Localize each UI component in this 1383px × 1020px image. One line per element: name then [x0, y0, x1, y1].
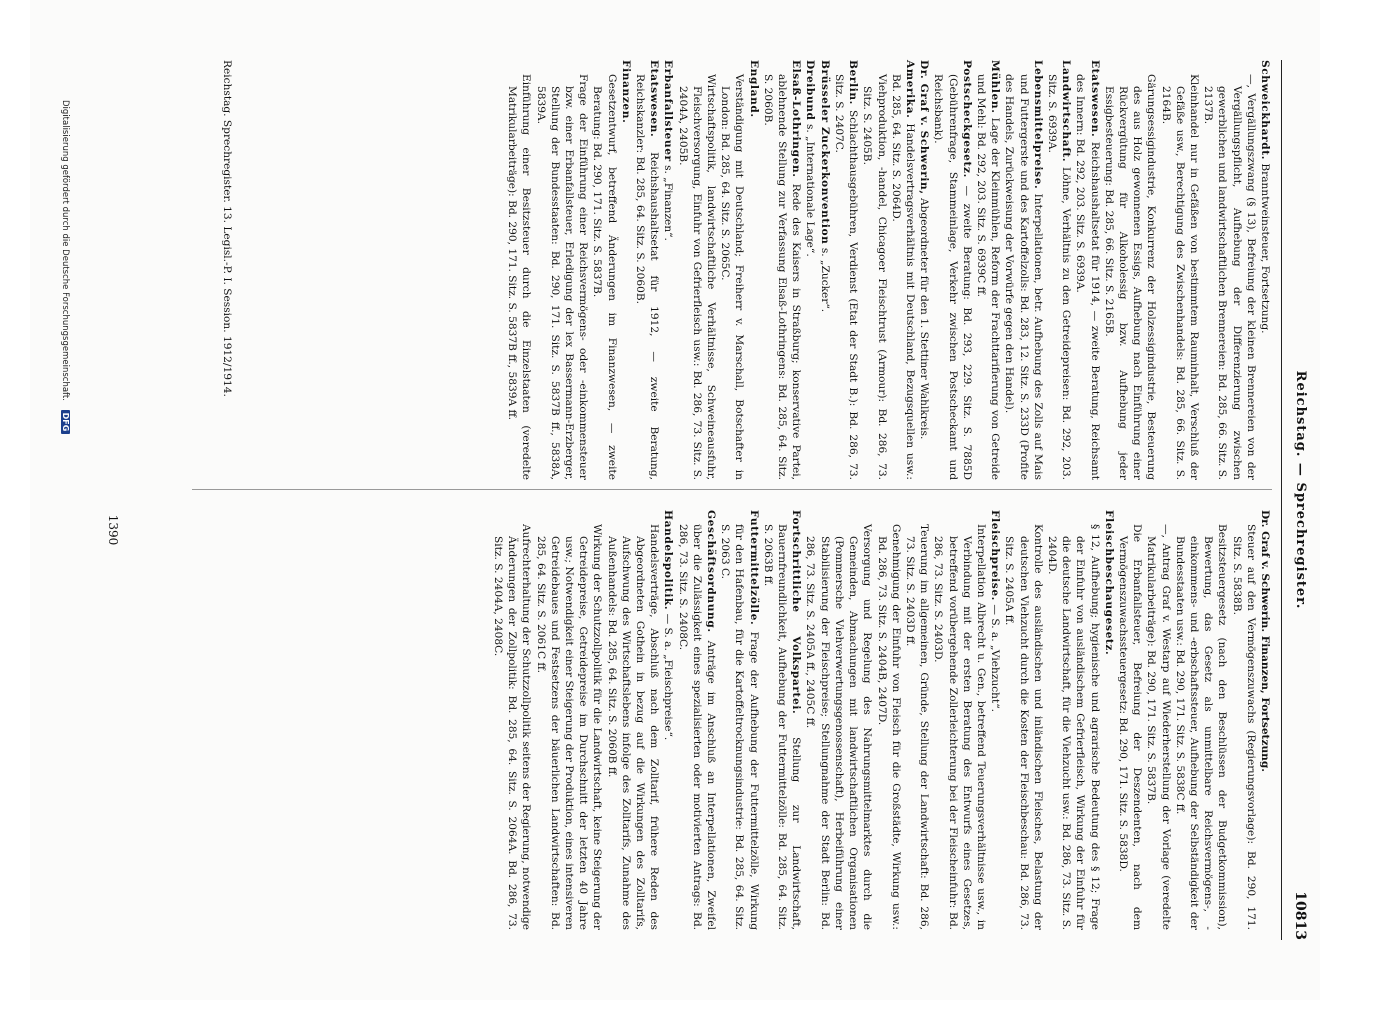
entry-text: Kleinhandel nur in Gefäßen von bestimmtem Rauminhalt, Verschluß der Gefäße usw., Berechtigung des Zwischenhandels: Bd. 285, 66. Sitz. S. 2164B. [1159, 74, 1200, 480]
register-entry [533, 510, 604, 930]
entry-keyword: Berlin. [847, 60, 860, 105]
digitization-credit [56, 100, 70, 1020]
page-header [1284, 60, 1310, 940]
register-entry [1229, 510, 1257, 930]
register-entry [803, 60, 817, 480]
entry-keyword: Dreibund [804, 60, 817, 121]
entry-text: Branntweinsteuer, Fortsetzung. [1259, 163, 1271, 334]
entry-text: Gesetzentwurf, betreffend Änderungen im Finanzwesen, — zweite Beratung: Bd. 290, 171. Sitz. S. 5837B. [591, 74, 618, 480]
entry-text: Anträge im Anschluß an Interpellationen, Zweifel über die Zulässigkeit eines spezialisierten oder motivierten Antrags: Bd. 286, 73. Sitz. S. 2408C. [676, 524, 718, 930]
register-entry [903, 510, 931, 930]
entry-keyword: Landwirtschaft. [1060, 60, 1073, 163]
register-entry [675, 60, 718, 480]
entry-keyword: Schweickhardt. [1259, 60, 1271, 161]
entry-text: Interpellationen, betr. Aufhebung des Zolls auf Mais und Futtergerste und des Kartoffelzolls: Bd. 283, 12. Sitz. S. 233D (Profite des Handels, Zurückweisung der Vorwürfe gegen den Handel). [1003, 74, 1044, 480]
entry-keyword: England. [747, 60, 760, 118]
entry-keyword: Geschäftsordnung. [705, 510, 718, 633]
entry-keyword: Handelspolitik. [662, 510, 675, 611]
bottom-page-number: 1390 [106, 514, 120, 546]
entry-text: Löhne, Verhältnis zu den Getreidepreisen: Bd. 292, 203. Sitz. S. 6939A. [1045, 74, 1073, 480]
entry-text: Reichshaushaltsetat für 1912, — zweite Beratung, Reichskanzler: Bd. 285, 64. Sitz. S. 2060B. [634, 74, 661, 480]
register-entry [889, 60, 917, 480]
register-entry [761, 510, 804, 930]
entry-text: —, Antrag Graf v. Westarp auf Wiederherstellung der Vorlage (veredelte Matrikularbeiträge): Bd. 290, 171. Sitz. S. 5837B. [1145, 524, 1172, 930]
register-entry [661, 60, 675, 480]
entry-text: Wirtschaftspolitik, landwirtschaftliche Verhältnisse, Schweineausfuhr, Fleischversorgung, Einfuhr von Gefrierfleisch usw.: Bd. 286, 73. Sitz. S. 2404A, 2405B. [676, 74, 718, 480]
left-footer: Reichstag. Sprechregister. 13. Legisl.-P. I. Session. 1912/1914. [221, 60, 233, 397]
register-entry [1102, 60, 1159, 480]
entry-text: § 12, Aufhebung; hygienische und agrarische Bedeutung des § 12; Frage der Einfuhr von ausländischem Gefrierfleisch, Wirkung der Einfuhr für die deutsche Landwirtschaft, für die Viehzucht usw.: Bd. 286, 73. Sitz. S. 2404D. [1045, 524, 1101, 930]
entry-text: Handelsverträge, Abschluß nach dem Zolltarif, frühere Reden des Abgeordneten Gothein in bezug auf die Wirkungen des Zolltarifs, Aufschwung des Wirtschaftslebens infolge des Zolltarifs, Zunahme des Außenhandels: Bd. 285, 64. Sitz. S. 2060B ff. [605, 524, 661, 930]
register-entry [1201, 60, 1258, 480]
entry-text: Lage der Kleinmühlen, Reform der Frachttarifierung von Getreide und Mehl: Bd. 292, 203. Sitz. S. 6939C ff. [974, 74, 1002, 480]
register-entry [1102, 510, 1116, 930]
entry-text: — S. a. „Viehzucht“. [989, 604, 1002, 713]
entry-keyword: Fortschrittliche Volkspartei. [790, 510, 803, 715]
right-column-header: Dr. Graf v. Schwerin. Finanzen, Fortsetzung. [1259, 510, 1271, 772]
entry-text: Einführung einer Besitzsteuer durch die Einzelstaaten (veredelte Matrikularbeiträge): Bd. 290, 171. Sitz. S. 5837B ff., 5839A ff. [506, 74, 533, 480]
running-title: Reichstag. — Sprechregister. [1293, 370, 1308, 610]
entry-text: Stellung zur Landwirtschaft, Bauernfreundlichkeit, Aufhebung der Futtermittelzölle: Bd. 285, 64. Sitz. S. 2063B ff. [761, 524, 803, 930]
register-entry [860, 60, 888, 480]
entry-keyword: Erbanfallsteuer [662, 60, 675, 162]
register-entry [832, 60, 860, 480]
register-entry [619, 60, 633, 480]
register-entry [1045, 60, 1073, 480]
register-entry [675, 510, 718, 930]
entry-text: Reichshaushaltsetat für 1914, — zweite Beratung, Reichsamt des Innern: Bd. 292, 203. Sitz. S. 6939A. [1074, 74, 1101, 480]
register-entry [1045, 510, 1102, 930]
register-entry [803, 510, 874, 930]
entry-keyword: Finanzen. [619, 60, 632, 124]
entry-text: Steuer auf den Vermögenszuwachs (Regierungsvorlage): Bd. 290, 171. Sitz. S. 5838B. [1230, 524, 1257, 930]
register-entry [1144, 510, 1172, 930]
entry-text: —, Vergällungszwang (§ 13), Befreiung der kleinen Brennereien von der Vergällungspflicht, Aufhebung der Differenzierung zwischen gewerblichen und landwirtschaftlichen Brennereien: Bd. 285, 66. Sitz. S. 2137B. [1202, 74, 1257, 480]
entry-text: s. „Finanzen“. [662, 165, 675, 241]
entry-text: — zweite Beratung: Bd. 293, 229. Sitz. S. 7885D (Gebührenfrage, Stammeinlage, Verkehr zwischen Postscheckamt und Reichsbank). [932, 74, 973, 480]
register-entry [917, 60, 931, 480]
register-entry [1173, 510, 1230, 930]
column-divider [192, 489, 1272, 490]
entry-keyword: Elsaß-Lothringen. [790, 60, 803, 178]
entry-text: Rede des Kaisers in Straßburg; konservative Partei, ablehnende Stellung zur Verfassung Elsaß-Lothringens: Bd. 285, 64. Sitz. S. 2060B. [761, 74, 803, 480]
entry-text: Teuerung im allgemeinen, Gründe, Stellung der Landwirtschaft: Bd. 286, 73. Sitz. S. 2403D ff. [903, 524, 931, 930]
right-column [491, 510, 1272, 930]
register-entry [1002, 60, 1045, 480]
register-entry [988, 510, 1002, 930]
register-entry [818, 60, 832, 480]
entry-keyword: Dr. Graf v. Schwerin, [918, 60, 931, 195]
entry-text: Viehproduktion, -handel, Chicagoer Fleischtrust (Armour): Bd. 286, 73. Sitz. S. 2405B. [861, 74, 888, 480]
page-number: 10813 [1292, 891, 1308, 940]
entry-text: Aufrechterhaltung der Schutzzollpolitik seitens der Regierung, notwendige Änderungen der Zollpolitik: Bd. 285, 64. Sitz. S. 2064A. Bd. 286, 73. Sitz. S. 2404A, 2408C. [492, 524, 533, 930]
register-entry [761, 60, 804, 480]
entry-text: Abgeordneter für den 1. Stettiner Wahlkreis. [918, 198, 931, 440]
entry-keyword: Amerika. [903, 60, 916, 119]
entry-text: Genehmigung der Einfuhr von Fleisch für die Großstädte, Wirkung usw.: Bd. 286, 73. Sitz. S. 2404B, 2407D. [875, 524, 902, 930]
register-entry [931, 60, 974, 480]
entry-keyword: Mühlen. [989, 60, 1002, 114]
entry-text: Wirkung der Schutzzollpolitik für die Landwirtschaft, keine Steigerung der Getreidepreise, Getreidepreise im Durchschnitt der letzten 40 Jahre usw.; Notwendigkeit einer Steigerung der Produktion, eines intensiveren Getreidebaues und Festsetzens der bäuerlichen Landwirtschaften: Bd. 285, 64. Sitz. S. 2061C ff. [534, 524, 604, 930]
entry-text: Die Erbanfallsteuer, Befreiung der Deszendenten, nach dem Vermögenszuwachssteuergesetz: Bd. 290, 171. Sitz. S. 5838D. [1116, 524, 1144, 930]
left-column [505, 60, 1272, 480]
register-entry [874, 510, 902, 930]
entry-text: s. „Internationale Lage“. [804, 123, 817, 257]
register-entry [590, 60, 618, 480]
entry-keyword: Postscheckgesetz. [960, 60, 973, 178]
register-entry [1002, 510, 1045, 930]
register-entry [1258, 60, 1272, 480]
dfg-logo-icon: DFG [61, 410, 70, 435]
entry-text: Verständigung mit Deutschland; Freiherr v. Marschall, Botschafter in London: Bd. 285, 64. Sitz. S. 2065C. [719, 74, 746, 480]
entry-keyword: Fleischpreise. [989, 510, 1002, 601]
header-rule [1281, 60, 1282, 940]
register-entry [505, 60, 533, 480]
register-entry [931, 510, 988, 930]
register-entry [974, 60, 1002, 480]
entry-text: Frage der Aufhebung der Futtermittelzölle, Wirkung für den Hafenbau, für die Kartoffeltrocknungsindustrie: Bd. 285, 64. Sitz. S. 2063 C. [719, 524, 760, 931]
entry-text: Kontrolle des ausländischen und inländischen Fleisches, Belastung der deutschen Viehzucht durch die Kosten der Fleischbeschau: Bd. 286, 73. Sitz. S. 2405A ff. [1003, 524, 1044, 930]
entry-text: s. „Zucker“. [818, 247, 831, 313]
entry-keyword: Lebensmittelpreise. [1031, 60, 1044, 190]
register-entry [1116, 510, 1144, 930]
credit-text: Digitalisierung gefördert durch die Deutsche Forschungsgemeinschaft. [60, 100, 70, 401]
register-entry [604, 510, 661, 930]
register-entry [1073, 60, 1101, 480]
entry-text: Interpellation Albrecht u. Gen., betreffend Teuerungsverhältnisse usw., in Verbindung mit der ersten Beratung des Entwurfs eines Gesetzes, betreffend vorübergehende Zollerleichterung bei der Fleischeinfuhr: Bd. 286, 73. Sitz. S. 2403D. [932, 524, 987, 930]
entry-keyword: Futtermittelzölle. [747, 510, 760, 626]
register-entry [533, 60, 590, 480]
entry-text: Gärungsessigindustrie, Konkurrenz der Holzessigindustrie, Besteuerung des aus Holz gewonnenen Essigs, Aufhebung nach Einführung einer Rückvergütung für Alkoholessig bzw. Aufhebung jeder Essigbesteuerung: Bd. 285, 66. Sitz. S. 2165B. [1102, 74, 1158, 480]
entry-text: Versorgung und Regelung des Nahrungsmittelmarktes durch die Gemeinden, Abmachungen mit landwirtschaftlichen Organisationen (Pommersche Viehverwertungsgenossenschaft), Herbeiführung einer Stabilisierung der Fleischpreise; Stellungnahme der Stadt Berlin: Bd. 286, 73. Sitz. S. 2405A ff., 2405C ff. [804, 524, 874, 930]
entry-keyword: Fleischbeschaugesetz. [1102, 510, 1115, 656]
entry-keyword: Etatswesen. [648, 60, 661, 138]
entry-keyword: Etatswesen. [1088, 60, 1101, 138]
entry-text: Frage der Einführung einer Reichsvermögens- oder -einkommensteuer bzw. einer Erbanfallsteuer, Erledigung der lex Bassermann-Erzberger, Stellung der Bundesstaaten: Bd. 290, 171. Sitz. S. 5837B ff., 5838A, 5839A. [534, 74, 590, 480]
register-entry [746, 60, 760, 480]
entry-text: Schlachthausgebühren, Verdienst (Etat der Stadt B.): Bd. 286, 73. Sitz. S. 2407C. [832, 74, 860, 480]
register-entry [661, 510, 675, 930]
entry-keyword: Brüsseler Zuckerkonvention [818, 60, 831, 245]
register-entry [633, 60, 661, 480]
entry-text: Besitzsteuergesetz (nach den Beschlüssen der Budgetkommission), Bewertung, das Gesetz als unmittelbare Reichsvermögens-, -einkommens- und -erbschaftssteuer, Aufhebung der Selbständigkeit der Bundesstaaten usw.: Bd. 290, 171. Sitz. S. 5838C ff. [1173, 524, 1229, 930]
right-column-entries [491, 510, 1258, 930]
entry-text: Handelsvertragsverhältnis mit Deutschland, Bezugsquellen usw.: Bd. 285, 64. Sitz. S. 2064D. [889, 74, 916, 480]
register-entry [718, 510, 761, 930]
register-entry [1158, 60, 1201, 480]
rotated-document-page [30, 0, 1320, 1000]
register-entry [491, 510, 534, 930]
register-entry [718, 60, 746, 480]
entry-text: — S. a. „Fleischpreise“. [662, 613, 675, 741]
